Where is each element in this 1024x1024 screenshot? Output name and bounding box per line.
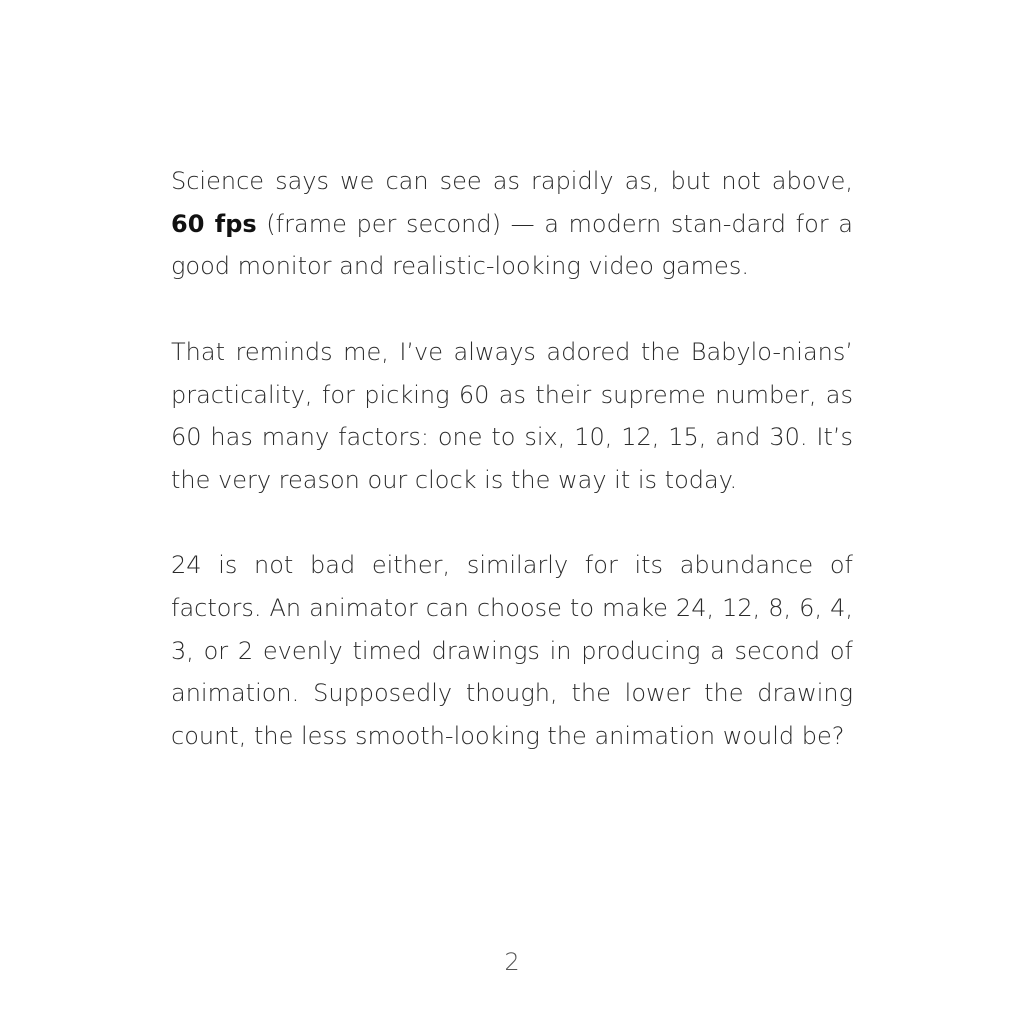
fps-emphasis: 60 fps xyxy=(171,209,257,238)
page-body xyxy=(171,160,853,758)
paragraph-fps-tail: (frame per second) — a modern stan-dard for a good monitor and realistic-looking video games. xyxy=(171,209,853,281)
paragraph-fps xyxy=(171,160,853,288)
paragraph-animation: 24 is not bad either, similarly for its abundance of factors. An animator can choose to make 24, 12, 8, 6, 4, 3, or 2 evenly timed drawings in producing a second of animation. Supposedly though, the lower the drawing count, the less smooth-looking the animation would be? xyxy=(171,551,853,751)
paragraph-babylonians: That reminds me, I’ve always adored the Babylo-nians’ practicality, for picking 60 as their supreme number, as 60 has many factors: one to six, 10, 12, 15, and 30. It’s the very reason our clock is the way it is today. xyxy=(171,337,853,494)
page-number: 2 xyxy=(504,948,520,976)
paragraph-fps-lead: Science says we can see as rapidly as, but not above, xyxy=(171,167,853,195)
